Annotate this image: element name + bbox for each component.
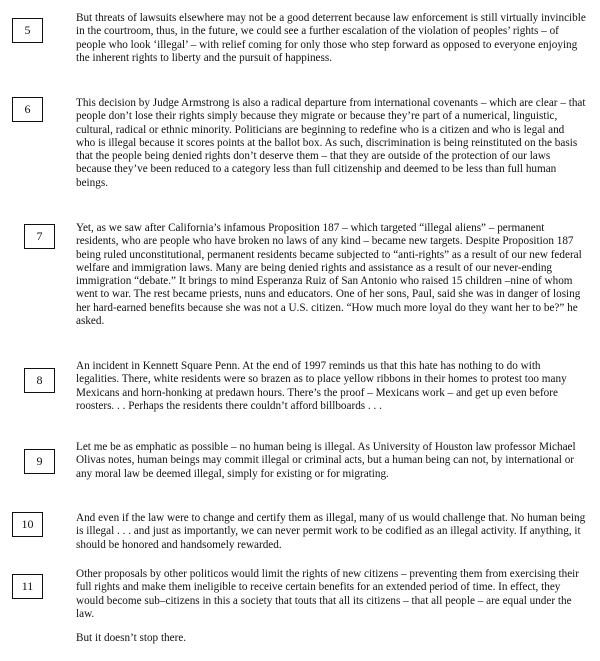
paragraph-6: This decision by Judge Armstrong is also a radical departure from international covenants – which are clear – that people don’t lose their rights simply because they migrate or because they’re part of a numerical, linguistic, cultural, radical or ethnic minority. Politicians are beginning to redefine who is a citizen and who is legal and who is illegal because it scores points at the ballot box. As such, discrimination is being reinstituted on the basis that the people being denied rights don’t deserve them – that they are outside of the protection of our laws because they’ve been reduced to a category less than full citizenship and deemed to be less than full human beings. [76, 97, 586, 189]
paragraph-number-10: 10 [12, 512, 43, 537]
paragraph-7: Yet, as we saw after California’s infamous Proposition 187 – which targeted “illegal aliens” – permanent residents, who are people who have broken no laws of any kind – became new targets. Despite Proposition 187 being ruled unconstitutional, permanent residents became subjected to “anti-rights” as a result of our new federal welfare and immigration laws. Many are being denied rights and assistance as a result of our never-ending immigration “debate.” It brings to mind Esperanza Ruiz of San Antonio who raised 15 children –nine of whom went to war. The rest became priests, nuns and educators. One of her sons, Paul, said she was in danger of losing her hard-earned benefits because she was not a U.S. citizen. “How much more loyal do they want her to be?” he asked. [76, 222, 582, 328]
paragraph-11: Other proposals by other politicos would limit the rights of new citizens – preventing them from exercising their full rights and make them ineligible to receive certain benefits for an extended period of time. In effect, they would become sub–citizens in this a society that touts that all its citizens – that all people – are equal under the law. [76, 568, 580, 620]
paragraph-number-8: 8 [24, 368, 55, 393]
paragraph-number-6: 6 [12, 97, 43, 122]
paragraph-10: And even if the law were to change and certify them as illegal, many of us would challenge that. No human being is illegal . . . and just as importantly, we can never permit work to be codified as an illegal activity. If anything, it should be honored and handsomely rewarded. [76, 512, 586, 551]
paragraph-number-11: 11 [12, 574, 43, 599]
paragraph-number-7: 7 [24, 224, 55, 249]
closing-line: But it doesn’t stop there. [76, 632, 187, 644]
paragraph-number-9: 9 [24, 449, 55, 474]
paragraph-5: But threats of lawsuits elsewhere may not be a good deterrent because law enforcement is still virtually invincible in the courtroom, thus, in the future, we could see a further escalation of the violation of peoples’ rights – of people who look ‘illegal’ – with relief coming for only those who step forward as opposed to everyone enjoying the inherent rights to liberty and the pursuit of happiness. [76, 12, 586, 64]
paragraph-8: An incident in Kennett Square Penn. At the end of 1997 reminds us that this hate has nothing to do with legalities. There, white residents were so brazen as to place yellow ribbons in their homes to protest too many Mexicans and horn-honking at predawn hours. There’s the proof – Mexicans work – and get up even before roosters. . . Perhaps the residents there couldn’t afford billboards . . . [76, 360, 567, 412]
paragraph-9: Let me be as emphatic as possible – no human being is illegal. As University of Houston law professor Michael Olivas notes, human beings may commit illegal or criminal acts, but a human being can not, by international or any moral law be deemed illegal, simply for existing or for migrating. [76, 441, 576, 480]
paragraph-number-5: 5 [12, 18, 43, 43]
